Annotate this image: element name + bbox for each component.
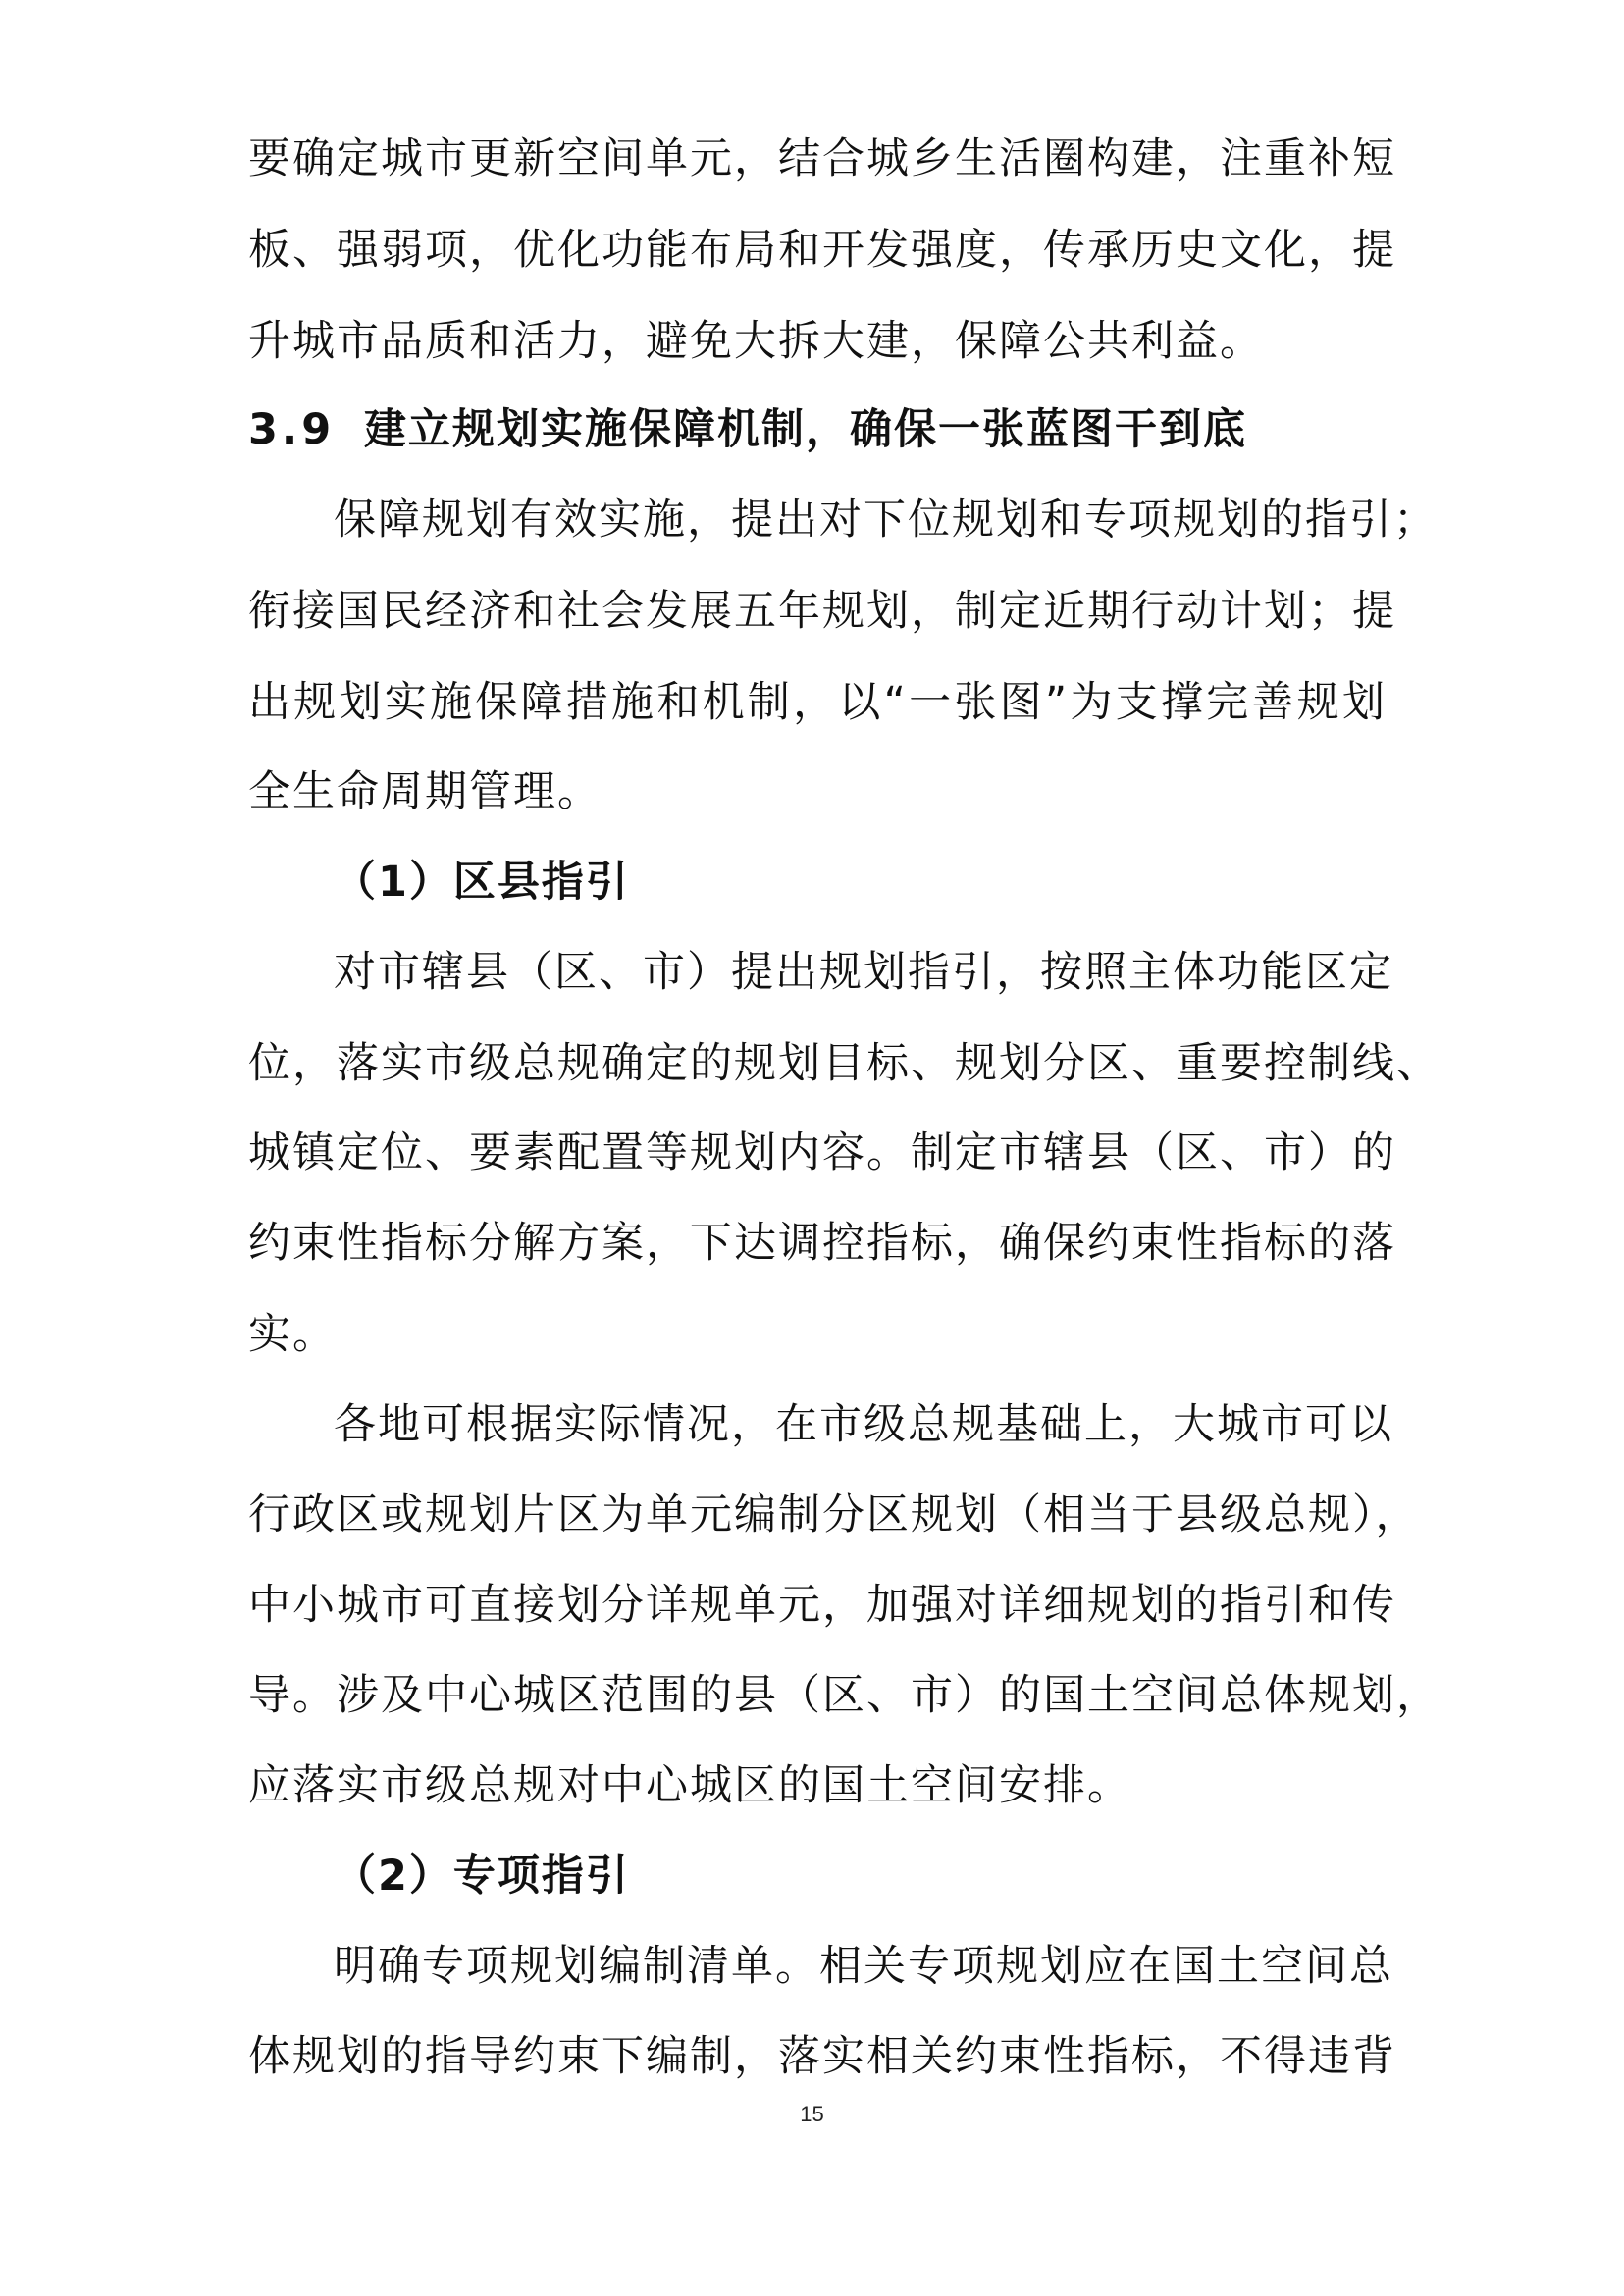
- paragraph-2-line-2: 衔接国民经济和社会发展五年规划，制定近期行动计划；提: [248, 587, 1396, 636]
- section-title: 建立规划实施保障机制，确保一张蓝图干到底: [364, 405, 1247, 454]
- paragraph-1-line-3: 升城市品质和活力，避免大拆大建，保障公共利益。: [248, 317, 1264, 366]
- paragraph-3-line-5: 实。: [248, 1310, 337, 1359]
- paragraph-5-line-2: 体规划的指导约束下编制，落实相关约束性指标，不得违背: [248, 2032, 1396, 2081]
- paragraph-2-line-1: 保障规划有效实施，提出对下位规划和专项规划的指引；: [334, 496, 1438, 545]
- paragraph-3-line-2: 位，落实市级总规确定的规划目标、规划分区、重要控制线、: [248, 1039, 1441, 1088]
- paragraph-4-line-4: 导。涉及中心城区范围的县（区、市）的国土空间总体规划，: [248, 1671, 1441, 1720]
- paragraph-4-line-2: 行政区或规划片区为单元编制分区规划（相当于县级总规），: [248, 1490, 1420, 1539]
- paragraph-3-line-4: 约束性指标分解方案，下达调控指标，确保约束性指标的落: [248, 1219, 1396, 1268]
- paragraph-1-line-2: 板、强弱项，优化功能布局和开发强度，传承历史文化，提: [248, 226, 1396, 275]
- sub-heading-district-guidance: （1）区县指引: [334, 858, 630, 907]
- paragraph-4-line-1: 各地可根据实际情况，在市级总规基础上，大城市可以: [334, 1400, 1393, 1449]
- paragraph-3-line-3: 城镇定位、要素配置等规划内容。制定市辖县（区、市）的: [248, 1128, 1396, 1177]
- page-number: 15: [800, 2102, 824, 2126]
- section-heading-3-9: [248, 395, 1247, 464]
- sub-heading-special-guidance: （2）专项指引: [334, 1852, 630, 1901]
- paragraph-2-line-3: 出规划实施保障措施和机制，以“一张图”为支撑完善规划: [248, 678, 1387, 727]
- paragraph-1-line-1: 要确定城市更新空间单元，结合城乡生活圈构建，注重补短: [248, 134, 1396, 183]
- paragraph-4-line-5: 应落实市级总规对中心城区的国土空间安排。: [248, 1761, 1131, 1810]
- paragraph-4-line-3: 中小城市可直接划分详规单元，加强对详细规划的指引和传: [248, 1581, 1396, 1630]
- paragraph-3-line-1: 对市辖县（区、市）提出规划指引，按照主体功能区定: [334, 948, 1393, 997]
- paragraph-2-line-4: 全生命周期管理。: [248, 767, 602, 816]
- paragraph-5-line-1: 明确专项规划编制清单。相关专项规划应在国土空间总: [334, 1942, 1393, 1991]
- section-number: 3.9: [248, 405, 336, 454]
